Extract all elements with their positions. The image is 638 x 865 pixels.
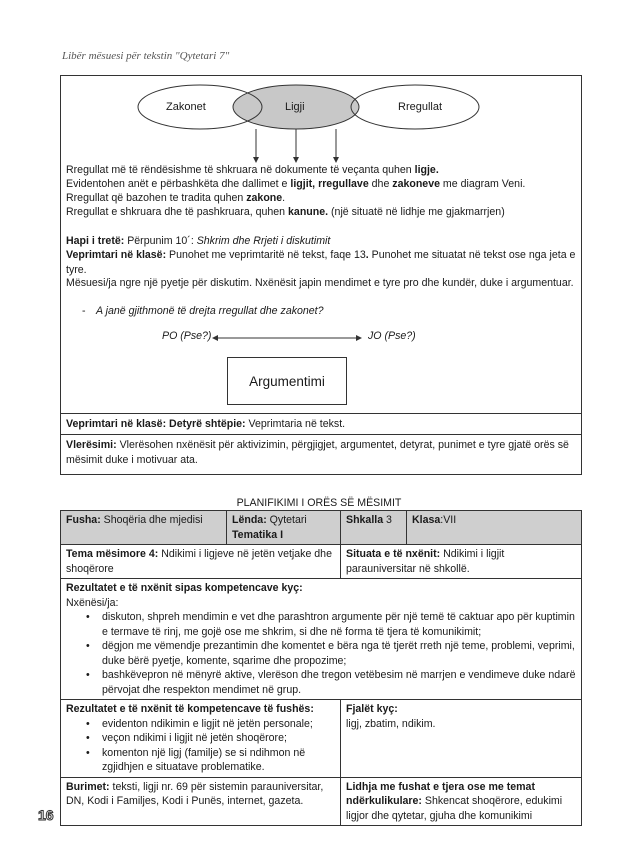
list-item: • diskuton, shpreh mendimin e vet dhe parashtron argumente për një temë të caktuar apo për kuptimin e termave të rinj, me gojë ose me shkrim, si dhe në forma të tjera të komunikimit; [66, 610, 576, 639]
lesson-plan-table [60, 510, 582, 826]
venn-right-label: Rregullat [398, 101, 443, 113]
list-item: • evidenton ndikimin e ligjit në jetën personale; [66, 717, 335, 732]
divider [60, 413, 582, 414]
tema-cell: Tema mësimore 4: Ndikimi i ligjeve në jetën vetjake dhe shoqërore [61, 545, 341, 579]
po-label: PO (Pse?) [162, 330, 212, 342]
divider [60, 434, 582, 435]
field-competences-cell: Rezultatet e të nxënit të kompetencave të fushës: • evidenton ndikimin e ligjit në jetën personale; • veçon ndikimi i ligjit në jetën shoqërore; • komenton një ligj (familje) se si ndihmon në zgjidhjen e situatave problematike. [61, 700, 341, 778]
situata-cell: Situata e të nxënit: Ndikimi i ligjit parauniversitar në shkollë. [341, 545, 582, 579]
paragraph-1: Rregullat më të rëndësishme të shkruara në dokumente të veçanta quhen ligje. [66, 164, 439, 176]
shkalla-cell: Shkalla 3 [341, 511, 407, 545]
plan-title: PLANIFIKIMI I ORËS SË MËSIMIT [236, 497, 402, 509]
paragraph-4: Rregullat e shkruara dhe të pashkruara, quhen kanune. (një situatë në lidhje me gjakmarrjen) [66, 206, 505, 218]
discussion-question: - A janë gjithmonë të drejta rregullat dhe zakonet? [82, 305, 324, 317]
list-item: • veçon ndikimi i ligjit në jetën shoqërore; [66, 731, 335, 746]
list-item: • dëgjon me vëmendje prezantimin dhe komentet e bëra nga të tjerët rreth një teme, problemi, veprimi, duke bërë pyetje, komente, sqarime dhe propozime; [66, 639, 576, 668]
burimet-cell: Burimet: teksti, ligji nr. 69 për sistemin parauniversitar, DN, Kodi i Familjes, Kodi i Punës, internet, gazeta. [61, 777, 341, 826]
fusha-cell: Fusha: Shoqëria dhe mjedisi [61, 511, 227, 545]
running-header: Libër mësuesi për tekstin "Qytetari 7" [62, 50, 230, 62]
step-three: Hapi i tretë: Përpunim 10´: Shkrim dhe Rrjeti i diskutimit [66, 235, 331, 247]
list-item: • bashkëvepron në mënyrë aktive, vlerëson dhe tregon vetëbesim në marrjen e vendimeve duke ndarë përvojat dhe respekton mendimet në grup. [66, 668, 576, 697]
venn-left-label: Zakonet [166, 101, 206, 113]
jo-label: JO (Pse?) [368, 330, 416, 342]
klasa-cell: Klasa:VII [407, 511, 582, 545]
venn-center-label: Ligji [285, 101, 305, 113]
argumentimi-box: Argumentimi [227, 357, 347, 405]
lidhja-cell: Lidhja me fushat e tjera ose me temat ndërkulikulare: Shkencat shoqërore, edukimi ligjor dhe qytetar, gjuha dhe komunikimi [341, 777, 582, 826]
paragraph-3: Rregullat që bazohen te tradita quhen zakone. [66, 192, 286, 204]
double-arrow [212, 333, 362, 343]
key-competences-cell: Rezultatet e të nxënit sipas kompetencave kyç: Nxënësi/ja: • diskuton, shpreh mendimin e vet dhe parashtron argumente për një temë të caktuar apo për kuptimin e termave të rinj, me gojë ose me shkrim, si dhe në forma të tjera të komunikimit; • dëgjon me vëmendje prezantimin dhe komentet e bëra nga të tjerët rreth një teme, problemi, veprimi, duke bërë pyetje, komente, sqarime dhe propozime; • bashkëvepron në mënyrë aktive, vlerëson dhe tregon vetëbesim në marrjen e vendimeve duke ndarë përvojat dhe respekton mendimet në grup. [61, 579, 582, 700]
paragraph-2: Evidentohen anët e përbashkëta dhe dallimet e ligjit, rregullave dhe zakoneve me diagram Veni. [66, 178, 526, 190]
keywords-cell: Fjalët kyç: ligj, zbatim, ndikim. [341, 700, 582, 778]
lenda-cell: Lënda: Qytetari Tematika I [227, 511, 341, 545]
assessment: Vlerësimi: Vlerësohen nxënësit për aktivizimin, përgjigjet, argumentet, detyrat, punimet e tyre gjatë orës së mësimit duke i motivuar ata. [66, 439, 569, 466]
page-number: 16 [38, 807, 54, 823]
venn-diagram [60, 75, 582, 175]
list-item: • komenton një ligj (familje) se si ndihmon në zgjidhjen e situatave problematike. [66, 746, 335, 775]
homework: Veprimtari në klasë: Detyrë shtëpie: Veprimtaria në tekst. [66, 418, 346, 430]
class-activity: Veprimtari në klasë: Punohet me veprimtaritë në tekst, faqe 13. Punohet me situatat në tekst ose nga jeta e tyre. [66, 249, 576, 276]
discussion-paragraph: Mësuesi/ja ngre një pyetje për diskutim. Nxënësit japin mendimet e tyre pro dhe kundër, duke i argumentuar. [66, 277, 574, 289]
